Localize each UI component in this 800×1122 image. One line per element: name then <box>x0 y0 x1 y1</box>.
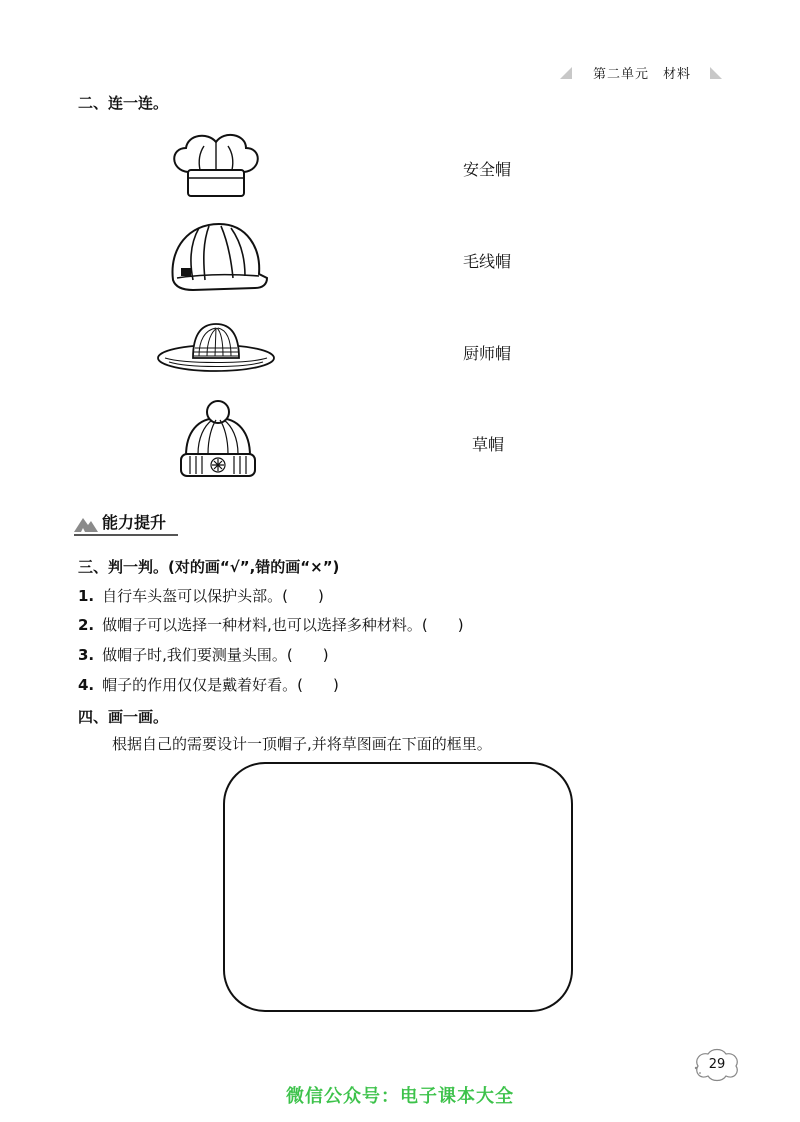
question-4 <box>78 674 339 695</box>
straw-hat-image <box>155 318 277 376</box>
header-right-triangle <box>710 67 722 79</box>
header-left-triangle <box>560 67 572 79</box>
question-3 <box>78 644 329 665</box>
label-wool-hat: 毛线帽 <box>463 252 512 271</box>
section4-title: 四、画一画。 <box>78 708 169 726</box>
ability-underline <box>74 534 178 536</box>
label-safety-helmet: 安全帽 <box>463 160 512 179</box>
section4-instruction: 根据自己的需要设计一顶帽子,并将草图画在下面的框里。 <box>112 735 492 753</box>
safety-helmet-image <box>163 218 273 298</box>
ability-title: 能力提升 <box>102 513 167 532</box>
footer-watermark: 微信公众号：电子课本大全 <box>286 1086 514 1107</box>
question-text: 做帽子可以选择一种材料,也可以选择多种材料。( ) <box>102 616 464 634</box>
section2-title: 二、连一连。 <box>78 94 169 112</box>
question-text: 帽子的作用仅仅是戴着好看。( ) <box>102 676 339 694</box>
drawing-box[interactable] <box>223 762 573 1012</box>
question-number: 2. <box>78 616 95 634</box>
wool-hat-image <box>176 398 260 480</box>
page-number-badge <box>694 1048 740 1082</box>
question-1 <box>78 585 324 606</box>
page-number: 29 <box>708 1057 726 1072</box>
label-chef-hat: 厨师帽 <box>463 344 512 363</box>
chef-hat-image <box>166 128 266 200</box>
question-number: 1. <box>78 587 95 605</box>
section3-title: 三、判一判。(对的画“√”,错的画“×”) <box>78 558 340 576</box>
header-text: 第二单元 材料 <box>593 67 692 82</box>
question-number: 3. <box>78 646 95 664</box>
mountain-icon <box>74 514 98 532</box>
question-number: 4. <box>78 676 95 694</box>
running-header <box>560 63 735 83</box>
question-2 <box>78 614 464 635</box>
question-text: 自行车头盔可以保护头部。( ) <box>102 587 324 605</box>
label-straw-hat: 草帽 <box>472 435 505 454</box>
question-text: 做帽子时,我们要测量头围。( ) <box>102 646 329 664</box>
